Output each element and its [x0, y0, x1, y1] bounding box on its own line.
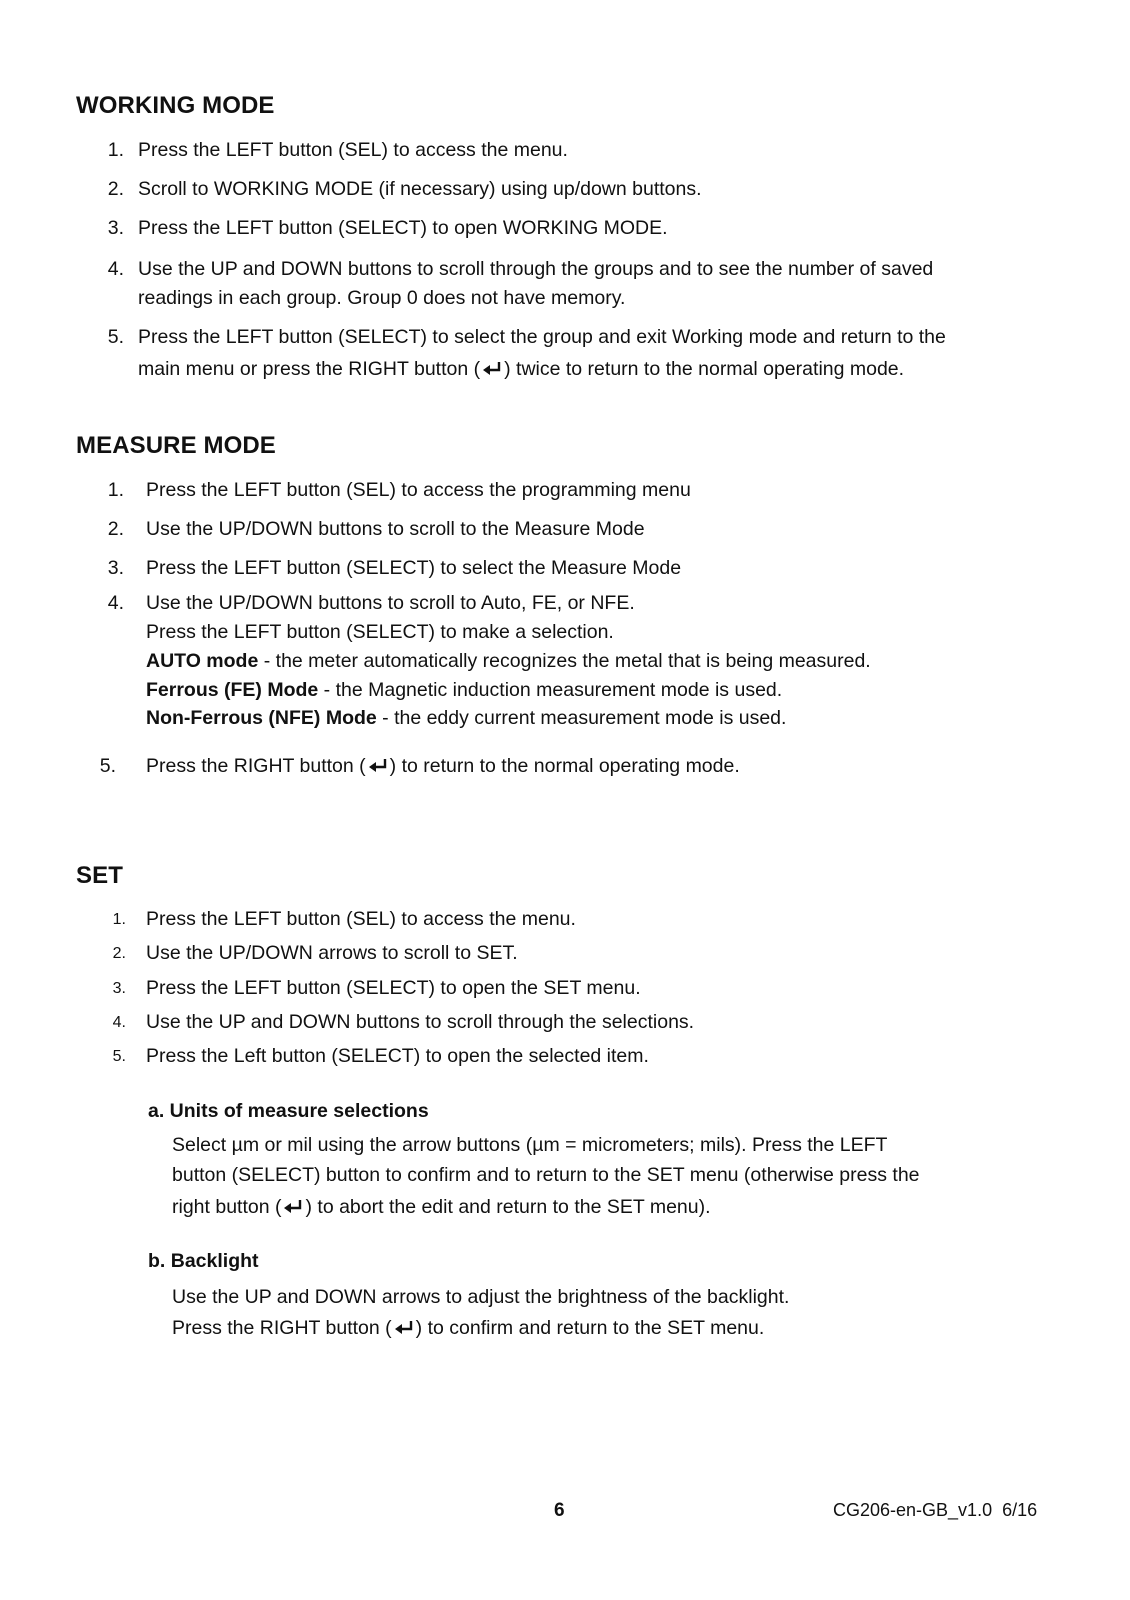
step-text: Use the UP/DOWN buttons to scroll to Auto, FE, or NFE.	[146, 592, 635, 614]
step-number: 5.	[107, 326, 124, 348]
backlight-line-1: Use the UP and DOWN arrows to adjust the brightness of the backlight.	[172, 1286, 790, 1308]
mode-line	[146, 704, 786, 733]
step-number: 3.	[107, 217, 124, 239]
step-text: Use the UP/DOWN arrows to scroll to SET.	[146, 942, 518, 964]
mode-description: - the meter automatically recognizes the metal that is being measured.	[258, 650, 871, 672]
mode-label: AUTO mode	[146, 650, 259, 672]
units-line-3-pre: right button (	[172, 1196, 282, 1218]
units-line-3-post: ) to abort the edit and return to the SET menu).	[305, 1196, 711, 1218]
units-line-3	[172, 1192, 711, 1223]
enter-return-arrow-icon	[481, 360, 503, 376]
step-text-line	[146, 752, 740, 781]
step-number: 1.	[107, 479, 124, 501]
step-number: 5.	[99, 755, 116, 777]
step-text-line	[138, 355, 904, 384]
step-text: Press the LEFT button (SELECT) to select the group and exit Working mode and return to the	[138, 326, 946, 348]
units-subheading: a. Units of measure selections	[148, 1100, 429, 1122]
set-heading: SET	[76, 862, 123, 889]
step-number: 1.	[107, 139, 124, 161]
units-line-1: Select µm or mil using the arrow buttons (µm = micrometers; mils). Press the LEFT	[172, 1134, 888, 1156]
document-id: CG206-en-GB_v1.0 6/16	[833, 1500, 1038, 1520]
step-number: 4.	[107, 592, 124, 614]
step-number: 3.	[107, 557, 124, 579]
mode-label: Ferrous (FE) Mode	[146, 679, 319, 701]
step-number: 2.	[107, 518, 124, 540]
step-number: 2.	[112, 945, 126, 962]
backlight-line-2-post: ) to confirm and return to the SET menu.	[415, 1317, 765, 1339]
step-text: Press the LEFT button (SEL) to access the menu.	[138, 139, 568, 161]
step-text: readings in each group. Group 0 does not have memory.	[138, 287, 626, 309]
step-number: 4.	[107, 258, 124, 280]
step-text: Press the Left button (SELECT) to open the selected item.	[146, 1045, 649, 1067]
step-text: Press the LEFT button (SELECT) to open WORKING MODE.	[138, 217, 668, 239]
mode-description: - the eddy current measurement mode is used.	[376, 707, 787, 729]
page-number: 6	[554, 1500, 565, 1521]
step-text: Use the UP and DOWN buttons to scroll through the groups and to see the number of saved	[138, 258, 934, 280]
mode-line	[146, 647, 871, 676]
backlight-line-2-pre: Press the RIGHT button (	[172, 1317, 392, 1339]
step-text: Use the UP and DOWN buttons to scroll through the selections.	[146, 1011, 695, 1033]
units-line-2: button (SELECT) button to confirm and to return to the SET menu (otherwise press the	[172, 1164, 920, 1186]
backlight-subheading: b. Backlight	[148, 1250, 259, 1272]
backlight-line-2	[172, 1313, 764, 1344]
step-text: Press the LEFT button (SELECT) to select the Measure Mode	[146, 557, 682, 579]
step-number: 2.	[107, 178, 124, 200]
step-text-pre: main menu or press the RIGHT button (	[138, 358, 481, 380]
step-text-post: ) twice to return to the normal operating mode.	[504, 358, 905, 380]
step-text: Press the LEFT button (SELECT) to open the SET menu.	[146, 977, 641, 999]
enter-return-arrow-icon	[282, 1198, 304, 1214]
measure-mode-heading: MEASURE MODE	[76, 432, 276, 459]
mode-description: - the Magnetic induction measurement mode is used.	[318, 679, 783, 701]
step-number: 4.	[112, 1014, 126, 1031]
mode-line	[146, 676, 782, 705]
step-number: 3.	[112, 980, 126, 997]
step-number: 1.	[112, 911, 126, 928]
step-text: Press the LEFT button (SELECT) to make a selection.	[146, 621, 614, 643]
working-mode-heading: WORKING MODE	[76, 92, 275, 119]
step-number: 5.	[112, 1048, 126, 1065]
mode-label: Non-Ferrous (NFE) Mode	[146, 707, 377, 729]
step-text: Press the LEFT button (SEL) to access the menu.	[146, 908, 576, 930]
enter-return-arrow-icon	[367, 757, 389, 773]
step-text-post: ) to return to the normal operating mode.	[389, 755, 740, 777]
step-text: Scroll to WORKING MODE (if necessary) using up/down buttons.	[138, 178, 702, 200]
step-text: Use the UP/DOWN buttons to scroll to the Measure Mode	[146, 518, 645, 540]
step-text: Press the LEFT button (SEL) to access the programming menu	[146, 479, 691, 501]
step-text-pre: Press the RIGHT button (	[146, 755, 366, 777]
enter-return-arrow-icon	[393, 1319, 415, 1335]
